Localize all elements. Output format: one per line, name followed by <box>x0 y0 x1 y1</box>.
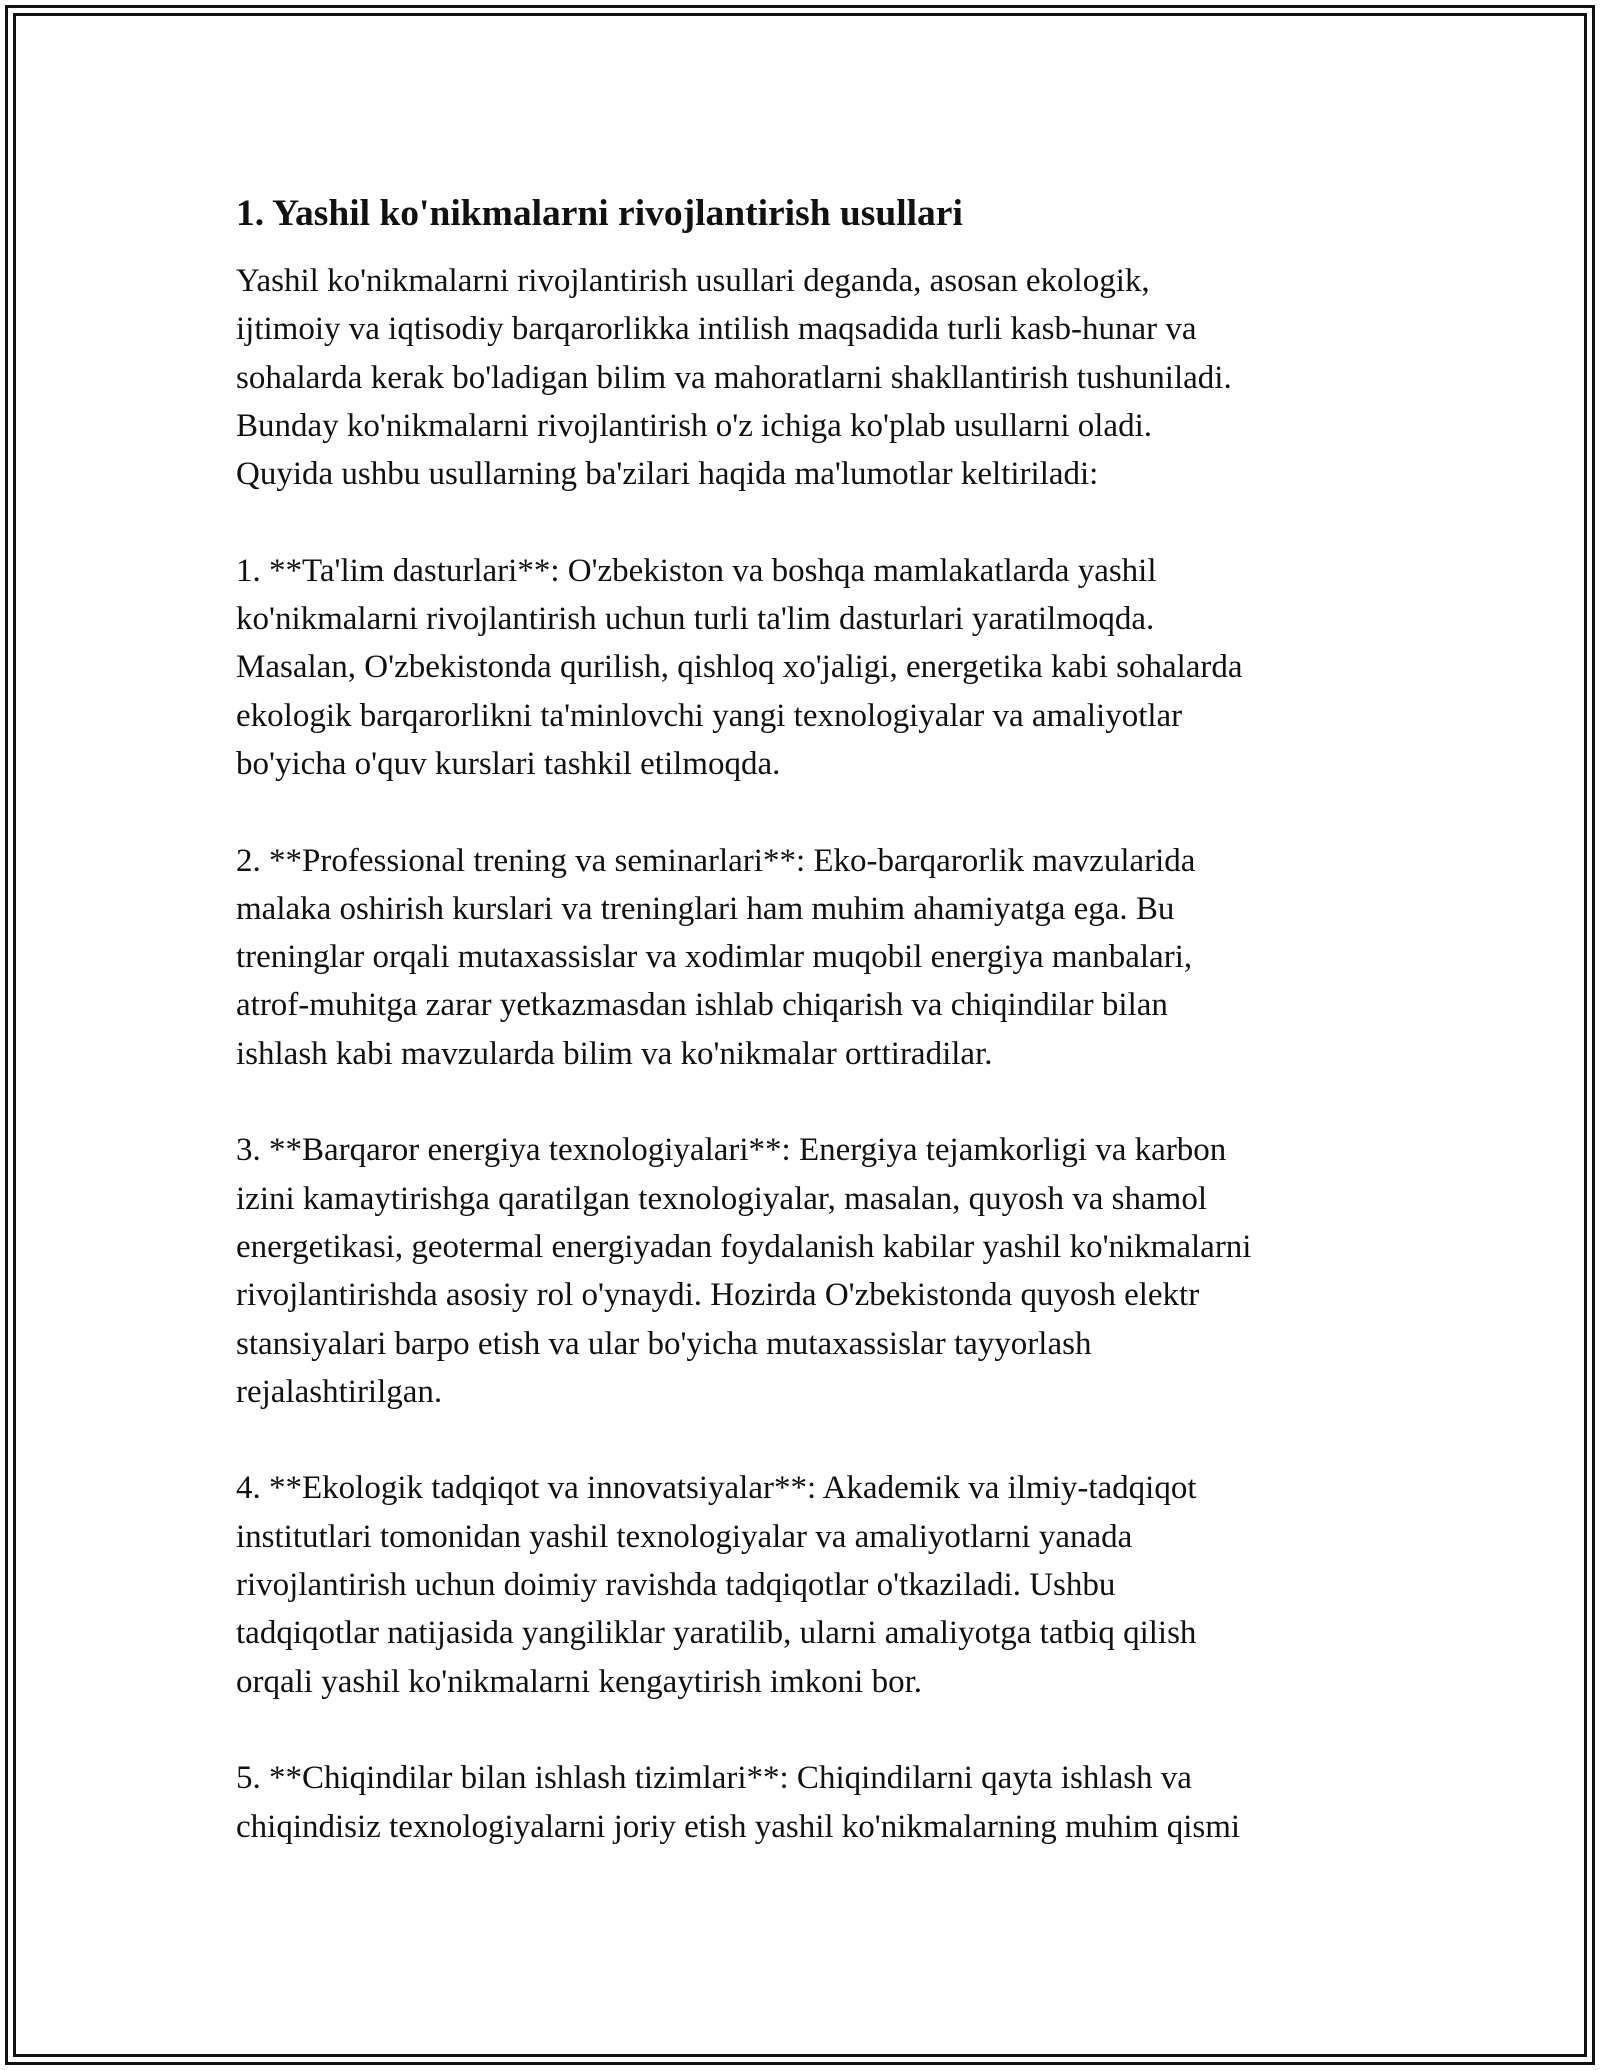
list-item-chiqindilar: 5. **Chiqindilar bilan ishlash tizimlari**: Chiqindilarni qayta ishlash va chiqindisiz texnologiyalarni joriy etish yashil ko'nikmalarning muhim qismi <box>236 1760 1241 1845</box>
list-item-barqaror-energiya: 3. **Barqaror energiya texnologiyalari**: Energiya tejamkorligi va karbon izini kamaytirishga qaratilgan texnologiyalar, masalan, quyosh va shamol energetikasi, geotermal energiyadan foydalanish kabilar yashil ko'nikmalarni rivojlantirishda asosiy rol o'ynaydi. Hozirda O'zbekistonda quyosh elektr stansiyalari barpo etish va ular bo'yicha mutaxassislar tayyorlash rejalashtirilgan. <box>236 1132 1252 1410</box>
intro-paragraph: Yashil ko'nikmalarni rivojlantirish usullari deganda, asosan ekologik, ijtimoiy va iqtisodiy barqarorlikka intilish maqsadida turli kasb-hunar va sohalarda kerak bo'ladigan bilim va mahoratlarni shakllantirish tushuniladi. Bunday ko'nikmalarni rivojlantirish o'z ichiga ko'plab usullarni oladi. Quyida ushbu usullarning ba'zilari haqida ma'lumotlar keltiriladi: <box>236 263 1232 493</box>
list-item-professional-trening: 2. **Professional trening va seminarlari**: Eko-barqarorlik mavzularida malaka oshirish kurslari va treninglari ham muhim ahamiyatga ega. Bu treninglar orqali mutaxassislar va xodimlar muqobil energiya manbalari, atrof-muhitga zarar yetkazmasdan ishlab chiqarish va chiqindilar bilan ishlash kabi mavzularda bilim va ko'nikmalar orttiradilar. <box>236 842 1196 1072</box>
page-title: 1. Yashil ko'nikmalarni rivojlantirish usullari <box>236 193 963 234</box>
list-item-ekologik-tadqiqot: 4. **Ekologik tadqiqot va innovatsiyalar**: Akademik va ilmiy-tadqiqot institutlari tomonidan yashil texnologiyalar va amaliyotlarni yanada rivojlantirish uchun doimiy ravishda tadqiqotlar o'tkaziladi. Ushbu tadqiqotlar natijasida yangiliklar yaratilib, ularni amaliyotga tatbiq qilish orqali yashil ko'nikmalarni kengaytirish imkoni bor. <box>236 1470 1197 1700</box>
list-item-talim-dasturlari: 1. **Ta'lim dasturlari**: O'zbekiston va boshqa mamlakatlarda yashil ko'nikmalarni rivojlantirish uchun turli ta'lim dasturlari yaratilmoqda. Masalan, O'zbekistonda qurilish, qishloq xo'jaligi, energetika kabi sohalarda ekologik barqarorlikni ta'minlovchi yangi texnologiyalar va amaliyotlar bo'yicha o'quv kurslari tashkil etilmoqda. <box>236 552 1243 782</box>
document-body <box>236 186 1376 1851</box>
